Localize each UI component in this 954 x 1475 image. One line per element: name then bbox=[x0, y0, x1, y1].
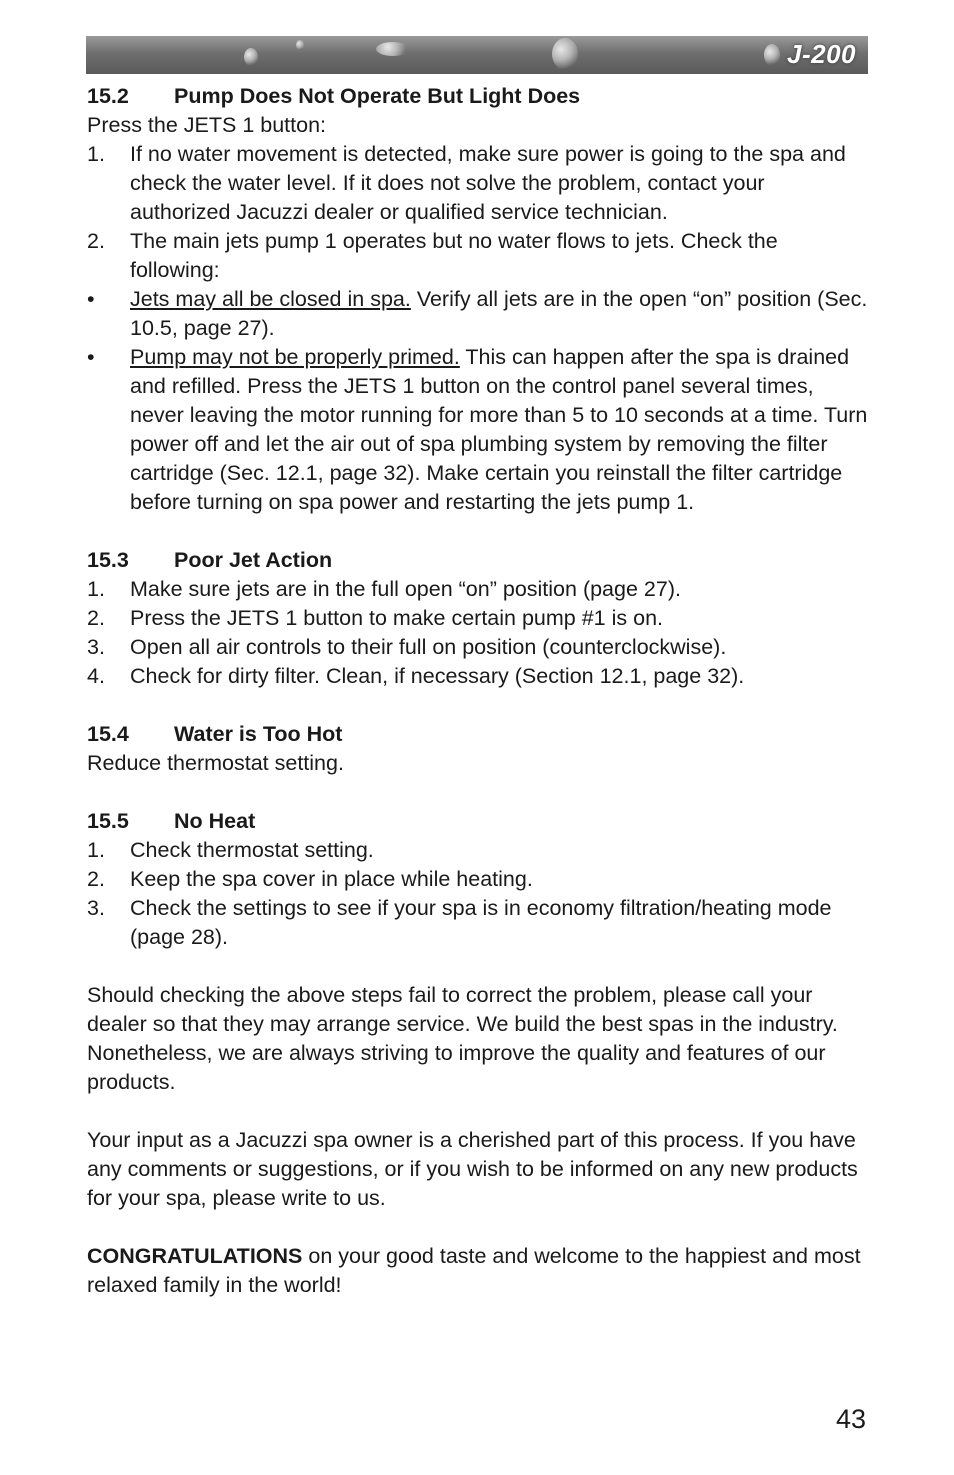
water-bubble-decoration bbox=[552, 38, 578, 70]
congratulations-label: CONGRATULATIONS bbox=[87, 1244, 303, 1268]
underlined-phrase: Pump may not be properly primed. bbox=[130, 345, 460, 369]
bullet-text bbox=[130, 285, 869, 343]
closing-paragraph: Should checking the above steps fail to correct the problem, please call your dealer so that they may arrange service. We build the best spas in the industry. Nonetheless, we are always striving to improve the quality and features of our products. bbox=[87, 983, 838, 1094]
bullet-item bbox=[87, 343, 869, 517]
list-number: 4. bbox=[87, 664, 105, 688]
list-number: 1. bbox=[87, 838, 105, 862]
list-text: Keep the spa cover in place while heating. bbox=[130, 867, 533, 891]
water-bubble-decoration bbox=[376, 42, 410, 56]
section-number: 15.2 bbox=[87, 84, 129, 108]
section-intro: Press the JETS 1 button: bbox=[87, 113, 327, 137]
list-item bbox=[87, 894, 869, 952]
section-number: 15.5 bbox=[87, 809, 129, 833]
bullet-body: This can happen after the spa is drained and refilled. Press the JETS 1 button on the control panel several times, never leaving the motor running for more than 5 to 10 seconds at a time. Turn power off and let the air out of spa plumbing system by removing the filter cartridge (Sec. 12.1, page 32). Make certain you reinstall the filter cartridge before turning on spa power and restarting the jets pump 1. bbox=[130, 345, 868, 514]
water-bubble-decoration bbox=[296, 40, 304, 50]
page-content bbox=[87, 82, 869, 1300]
list-number: 3. bbox=[87, 635, 105, 659]
water-bubble-decoration bbox=[244, 48, 258, 66]
bullet-body: Verify all jets are in the open “on” position (Sec. 10.5, page 27). bbox=[130, 287, 868, 340]
list-item bbox=[87, 836, 869, 865]
list-number: 3. bbox=[87, 896, 105, 920]
list-item bbox=[87, 633, 869, 662]
underlined-phrase: Jets may all be closed in spa. bbox=[130, 287, 411, 311]
list-item bbox=[87, 227, 869, 285]
bullet-item bbox=[87, 285, 869, 343]
list-text: Open all air controls to their full on position (counterclockwise). bbox=[130, 635, 727, 659]
list-item bbox=[87, 662, 869, 691]
section-heading-15-3 bbox=[87, 546, 869, 575]
list-item bbox=[87, 604, 869, 633]
bullet-marker: • bbox=[87, 345, 95, 369]
header-banner bbox=[86, 36, 868, 74]
closing-text: on your good taste and welcome to the happiest and most relaxed family in the world! bbox=[87, 1244, 861, 1297]
list-text: The main jets pump 1 operates but no water flows to jets. Check the following: bbox=[130, 229, 778, 282]
bullet-text bbox=[130, 343, 869, 517]
section-title: Pump Does Not Operate But Light Does bbox=[174, 84, 581, 108]
list-text: Check the settings to see if your spa is in economy filtration/heating mode (page 28). bbox=[130, 896, 832, 949]
list-number: 1. bbox=[87, 577, 105, 601]
list-number: 2. bbox=[87, 606, 105, 630]
list-text: If no water movement is detected, make sure power is going to the spa and check the water level. If it does not solve the problem, contact your authorized Jacuzzi dealer or qualified service technician. bbox=[130, 142, 846, 224]
water-bubble-decoration bbox=[764, 44, 780, 66]
list-number: 2. bbox=[87, 229, 105, 253]
section-title: Poor Jet Action bbox=[174, 548, 333, 572]
section-number: 15.4 bbox=[87, 722, 129, 746]
section-title: No Heat bbox=[174, 809, 256, 833]
list-text: Press the JETS 1 button to make certain pump #1 is on. bbox=[130, 606, 663, 630]
closing-paragraph: Your input as a Jacuzzi spa owner is a cherished part of this process. If you have any comments or suggestions, or if you wish to be informed on any new products for your spa, please write to us. bbox=[87, 1128, 858, 1210]
page-number: 43 bbox=[836, 1404, 867, 1434]
section-heading-15-2 bbox=[87, 82, 869, 111]
section-heading-15-4 bbox=[87, 720, 869, 749]
list-item bbox=[87, 575, 869, 604]
product-model-title: J-200 bbox=[787, 39, 856, 69]
section-text: Reduce thermostat setting. bbox=[87, 751, 344, 775]
list-text: Make sure jets are in the full open “on” position (page 27). bbox=[130, 577, 681, 601]
list-item bbox=[87, 865, 869, 894]
section-title: Water is Too Hot bbox=[174, 722, 343, 746]
list-number: 2. bbox=[87, 867, 105, 891]
section-number: 15.3 bbox=[87, 548, 129, 572]
list-text: Check thermostat setting. bbox=[130, 838, 374, 862]
list-number: 1. bbox=[87, 142, 105, 166]
section-heading-15-5 bbox=[87, 807, 869, 836]
closing-paragraph bbox=[87, 1242, 869, 1300]
list-text: Check for dirty filter. Clean, if necessary (Section 12.1, page 32). bbox=[130, 664, 745, 688]
bullet-marker: • bbox=[87, 287, 95, 311]
list-item bbox=[87, 140, 869, 227]
